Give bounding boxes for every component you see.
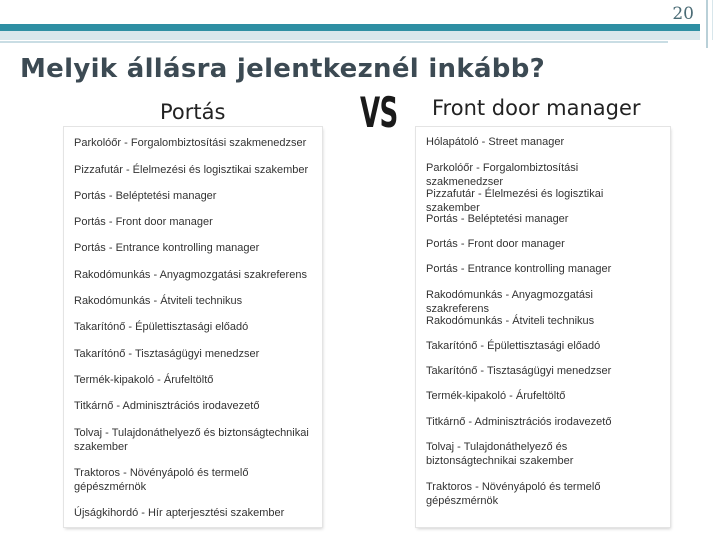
vs-label: VS [360, 88, 398, 137]
list-item: Tolvaj - Tulajdonáthelyező és biztonságtechnikai szakember [426, 441, 574, 467]
list-item: Portás - Entrance kontrolling manager [74, 242, 260, 254]
list-item: Takarítónő - Épülettisztasági előadó [426, 340, 601, 352]
list-item: Újságkihordó - Hír apterjesztési szakember [74, 507, 285, 519]
list-item: Portás - Front door manager [426, 238, 565, 250]
header-accent-band [0, 31, 700, 40]
list-item: Rakodómunkás - Átviteli technikus [74, 295, 243, 307]
corner-divider-thin [712, 0, 713, 40]
right-job-list-panel [416, 127, 670, 527]
list-item: Hólapátoló - Street manager [426, 136, 565, 148]
left-job-list-panel [64, 127, 322, 527]
header-accent-bar [0, 24, 700, 31]
list-item: Portás - Front door manager [74, 216, 213, 228]
list-item: Takarítónő - Épülettisztasági előadó [74, 321, 249, 333]
list-item: Portás - Entrance kontrolling manager [426, 263, 612, 275]
list-item: Traktoros - Növényápoló és termelő gépészmérnök [426, 481, 601, 507]
corner-divider [706, 0, 708, 48]
list-item: Parkolóőr - Forgalombiztosítási szakmenedzser [74, 137, 307, 149]
right-column-heading: Front door manager [432, 96, 641, 120]
list-item: Parkolóőr - Forgalombiztosítási szakmenedzser [426, 162, 579, 188]
list-item: Portás - Beléptetési manager [426, 213, 569, 225]
list-item: Rakodómunkás - Anyagmozgatási szakreferens [426, 289, 593, 315]
header-divider [0, 41, 668, 43]
list-item: Tolvaj - Tulajdonáthelyező és biztonságtechnikai szakember [74, 427, 309, 453]
list-item: Pizzafutár - Élelmezési és logisztikai szakember [426, 188, 604, 214]
slide-title: Melyik állásra jelentkeznél inkább? [20, 54, 545, 84]
list-item: Rakodómunkás - Anyagmozgatási szakreferens [74, 269, 307, 281]
list-item: Portás - Beléptetési manager [74, 190, 217, 202]
list-item: Termék-kipakoló - Árufeltöltő [426, 390, 566, 402]
page-number: 20 [672, 4, 694, 24]
list-item: Titkárnő - Adminisztrációs irodavezető [74, 400, 260, 412]
list-item: Titkárnő - Adminisztrációs irodavezető [426, 416, 612, 428]
list-item: Takarítónő - Tisztaságügyi menedzser [74, 348, 260, 360]
list-item: Termék-kipakoló - Árufeltöltő [74, 374, 214, 386]
list-item: Takarítónő - Tisztaságügyi menedzser [426, 365, 612, 377]
left-column-heading: Portás [160, 100, 226, 124]
list-item: Pizzafutár - Élelmezési és logisztikai szakember [74, 164, 309, 176]
list-item: Rakodómunkás - Átviteli technikus [426, 315, 595, 327]
list-item: Traktoros - Növényápoló és termelő gépészmérnök [74, 467, 249, 493]
